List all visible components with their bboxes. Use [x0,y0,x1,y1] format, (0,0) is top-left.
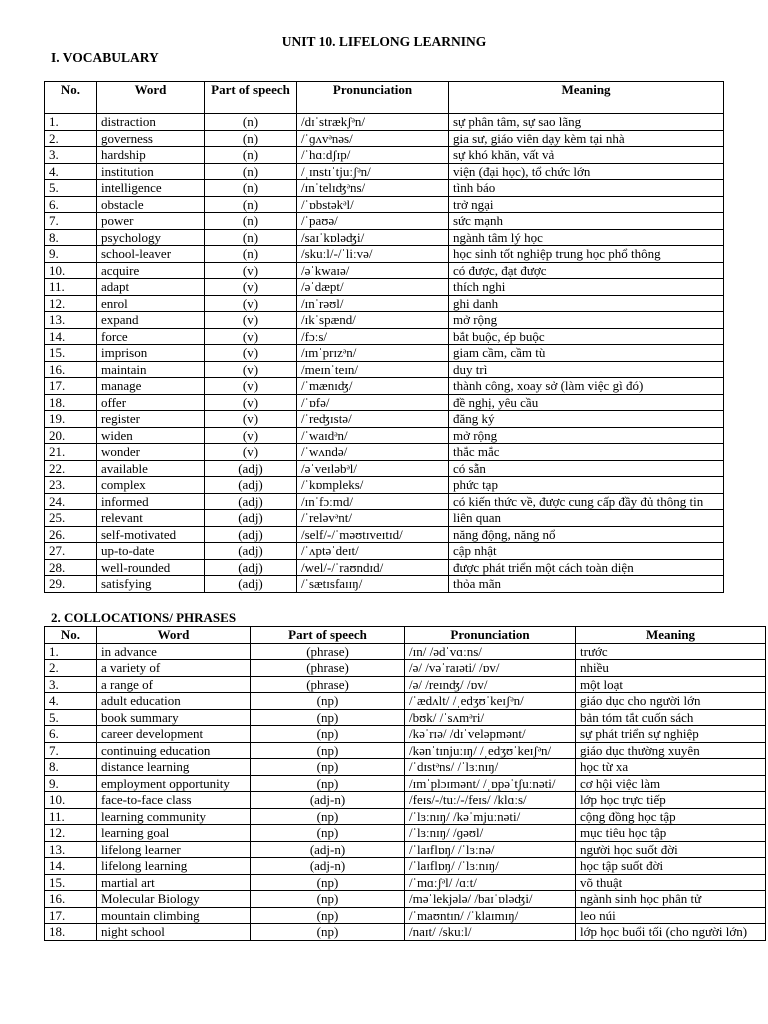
collo-cell-meaning: giáo dục cho người lớn [576,693,766,710]
collo-row [45,660,766,677]
vocab-row [45,130,724,147]
vocab-cell-word: acquire [97,262,205,279]
vocab-cell-word: relevant [97,510,205,527]
vocab-cell-number: 9. [45,246,97,263]
vocab-cell-part-of-speech: (n) [205,114,297,131]
vocab-cell-pronunciation: /ˈreləvᵊnt/ [297,510,449,527]
collo-cell-part-of-speech: (phrase) [251,676,405,693]
vocab-cell-pronunciation: /skuːl/-/ˈliːvə/ [297,246,449,263]
vocab-cell-meaning: đăng ký [449,411,724,428]
collo-cell-meaning: ngành sinh học phân tử [576,891,766,908]
collo-cell-number: 18. [45,924,97,941]
collo-cell-part-of-speech: (adj-n) [251,858,405,875]
collo-cell-word: distance learning [97,759,251,776]
vocab-cell-pronunciation: /ˈwʌndə/ [297,444,449,461]
collo-cell-meaning: trước [576,643,766,660]
vocab-cell-part-of-speech: (n) [205,246,297,263]
vocab-cell-pronunciation: /ˌɪnstɪˈtjuːʃᵊn/ [297,163,449,180]
collo-cell-pronunciation: /ɪn/ /ədˈvɑːns/ [405,643,576,660]
vocab-row [45,559,724,576]
collo-cell-word: adult education [97,693,251,710]
vocab-cell-meaning: trở ngại [449,196,724,213]
vocab-header-cell: Meaning [449,82,724,114]
collo-cell-number: 16. [45,891,97,908]
vocab-row [45,477,724,494]
vocab-cell-pronunciation: /meɪnˈteɪn/ [297,361,449,378]
collo-cell-number: 5. [45,709,97,726]
collo-cell-pronunciation: /ˈdɪstᵊns/ /ˈlɜːnɪŋ/ [405,759,576,776]
vocab-cell-part-of-speech: (v) [205,378,297,395]
vocab-cell-pronunciation: /ˈɒbstəkᵊl/ [297,196,449,213]
vocab-cell-number: 8. [45,229,97,246]
collo-cell-number: 12. [45,825,97,842]
vocab-cell-meaning: ghi danh [449,295,724,312]
collo-cell-meaning: một loạt [576,676,766,693]
vocab-cell-part-of-speech: (adj) [205,543,297,560]
vocab-row [45,312,724,329]
vocab-header-cell: Part of speech [205,82,297,114]
vocab-cell-word: widen [97,427,205,444]
collo-cell-meaning: võ thuật [576,874,766,891]
vocab-row [45,279,724,296]
vocab-cell-word: satisfying [97,576,205,593]
vocab-cell-word: school-leaver [97,246,205,263]
vocab-cell-word: enrol [97,295,205,312]
vocab-cell-meaning: phức tạp [449,477,724,494]
vocab-cell-meaning: bắt buộc, ép buộc [449,328,724,345]
vocab-cell-meaning: mở rộng [449,312,724,329]
vocab-cell-meaning: tình báo [449,180,724,197]
vocab-cell-part-of-speech: (adj) [205,493,297,510]
vocab-cell-meaning: ngành tâm lý học [449,229,724,246]
vocab-row [45,196,724,213]
vocab-cell-meaning: giam cầm, cầm tù [449,345,724,362]
vocab-cell-part-of-speech: (v) [205,427,297,444]
vocab-cell-part-of-speech: (v) [205,361,297,378]
collo-cell-word: night school [97,924,251,941]
vocab-cell-number: 14. [45,328,97,345]
vocab-cell-number: 3. [45,147,97,164]
vocab-cell-pronunciation: /əˈveɪləbᵊl/ [297,460,449,477]
vocab-cell-meaning: được phát triển một cách toàn diện [449,559,724,576]
vocab-cell-meaning: mở rộng [449,427,724,444]
vocab-cell-meaning: sự phân tâm, sự sao lãng [449,114,724,131]
collo-cell-number: 2. [45,660,97,677]
section-heading-vocabulary: I. VOCABULARY [51,50,159,65]
vocab-cell-word: intelligence [97,180,205,197]
vocab-cell-number: 21. [45,444,97,461]
vocab-cell-part-of-speech: (n) [205,229,297,246]
collo-row [45,775,766,792]
collo-cell-word: lifelong learning [97,858,251,875]
collo-row [45,759,766,776]
collo-cell-meaning: lớp học buổi tối (cho người lớn) [576,924,766,941]
collo-cell-number: 9. [45,775,97,792]
vocab-cell-meaning: thích nghi [449,279,724,296]
collo-cell-part-of-speech: (np) [251,775,405,792]
vocab-cell-number: 17. [45,378,97,395]
collo-cell-word: face-to-face class [97,792,251,809]
vocab-cell-pronunciation: /ˈɡʌvᵊnəs/ [297,130,449,147]
vocab-cell-meaning: học sinh tốt nghiệp trung học phổ thông [449,246,724,263]
collo-cell-part-of-speech: (np) [251,825,405,842]
vocab-cell-meaning: liên quan [449,510,724,527]
vocab-cell-pronunciation: /fɔːs/ [297,328,449,345]
collo-cell-pronunciation: /bʊk/ /ˈsʌmᵊri/ [405,709,576,726]
vocab-cell-word: expand [97,312,205,329]
vocab-cell-word: institution [97,163,205,180]
vocab-row [45,147,724,164]
collo-cell-pronunciation: /ˈlaɪflɒŋ/ /ˈlɜːnɪŋ/ [405,858,576,875]
collo-cell-number: 1. [45,643,97,660]
vocab-cell-part-of-speech: (adj) [205,526,297,543]
vocab-cell-meaning: thành công, xoay sở (làm việc gì đó) [449,378,724,395]
collo-cell-word: martial art [97,874,251,891]
collo-cell-word: learning community [97,808,251,825]
vocab-row [45,163,724,180]
collo-cell-number: 3. [45,676,97,693]
vocab-cell-number: 7. [45,213,97,230]
vocab-cell-meaning: đề nghị, yêu cầu [449,394,724,411]
vocab-cell-number: 22. [45,460,97,477]
collo-cell-number: 15. [45,874,97,891]
vocab-row [45,229,724,246]
collo-row [45,808,766,825]
collo-row [45,907,766,924]
vocab-cell-word: wonder [97,444,205,461]
vocab-header-cell: Word [97,82,205,114]
vocab-cell-number: 28. [45,559,97,576]
vocab-cell-meaning: cập nhật [449,543,724,560]
vocab-cell-word: well-rounded [97,559,205,576]
collo-cell-word: book summary [97,709,251,726]
collo-cell-pronunciation: /ˈmɑːʃᵊl/ /ɑːt/ [405,874,576,891]
collo-cell-part-of-speech: (adj-n) [251,841,405,858]
collo-cell-meaning: giáo dục thường xuyên [576,742,766,759]
collo-row [45,742,766,759]
vocab-cell-pronunciation: /ˈʌptəˈdeɪt/ [297,543,449,560]
vocab-row [45,576,724,593]
collo-cell-meaning: học tập suốt đời [576,858,766,875]
collo-cell-part-of-speech: (np) [251,759,405,776]
collo-row [45,676,766,693]
collo-cell-pronunciation: /naɪt/ /skuːl/ [405,924,576,941]
collo-cell-word: a range of [97,676,251,693]
collo-row [45,858,766,875]
collo-cell-meaning: mục tiêu học tập [576,825,766,842]
collo-cell-part-of-speech: (np) [251,924,405,941]
vocab-cell-pronunciation: /ɪnˈtelɪʤᵊns/ [297,180,449,197]
vocab-cell-meaning: gia sư, giáo viên dạy kèm tại nhà [449,130,724,147]
vocab-cell-word: distraction [97,114,205,131]
vocab-cell-pronunciation: /saɪˈkɒləʤi/ [297,229,449,246]
collo-row [45,792,766,809]
collocations-table-header [45,627,766,644]
vocab-cell-number: 15. [45,345,97,362]
collo-cell-pronunciation: /ˈlɜːnɪŋ/ /ɡəʊl/ [405,825,576,842]
collo-row [45,693,766,710]
vocab-cell-number: 20. [45,427,97,444]
vocab-cell-pronunciation: /ˈwaɪdᵊn/ [297,427,449,444]
vocab-cell-number: 10. [45,262,97,279]
vocab-cell-pronunciation: /ɪkˈspænd/ [297,312,449,329]
vocab-cell-part-of-speech: (n) [205,213,297,230]
vocab-cell-number: 4. [45,163,97,180]
vocab-row [45,114,724,131]
collo-cell-number: 8. [45,759,97,776]
vocab-cell-word: obstacle [97,196,205,213]
vocab-cell-word: available [97,460,205,477]
vocab-cell-pronunciation: /ɪmˈprɪzᵊn/ [297,345,449,362]
vocab-cell-word: power [97,213,205,230]
vocab-cell-pronunciation: /ˈsætɪsfaɪɪŋ/ [297,576,449,593]
collo-cell-word: continuing education [97,742,251,759]
collo-row [45,709,766,726]
vocab-cell-number: 13. [45,312,97,329]
vocab-cell-part-of-speech: (v) [205,345,297,362]
vocab-cell-part-of-speech: (adj) [205,559,297,576]
collo-cell-part-of-speech: (phrase) [251,660,405,677]
vocab-row [45,361,724,378]
vocab-cell-pronunciation: /ɪnˈrəʊl/ [297,295,449,312]
vocab-cell-part-of-speech: (v) [205,328,297,345]
collo-cell-word: lifelong learner [97,841,251,858]
vocab-cell-number: 23. [45,477,97,494]
vocab-cell-pronunciation: /dɪˈstrækʃᵊn/ [297,114,449,131]
collo-cell-number: 10. [45,792,97,809]
vocab-row [45,493,724,510]
collo-header-cell: Word [97,627,251,644]
vocab-cell-pronunciation: /ˈhɑːdʃɪp/ [297,147,449,164]
vocab-cell-part-of-speech: (n) [205,163,297,180]
vocab-header-cell: Pronunciation [297,82,449,114]
vocab-cell-word: governess [97,130,205,147]
vocab-cell-meaning: có sẵn [449,460,724,477]
collo-cell-pronunciation: /ˈædʌlt/ /ˌedʒʊˈkeɪʃᵊn/ [405,693,576,710]
vocab-row [45,510,724,527]
vocab-cell-word: maintain [97,361,205,378]
collo-cell-meaning: bản tóm tắt cuốn sách [576,709,766,726]
vocab-cell-meaning: viện (đại học), tổ chức lớn [449,163,724,180]
vocab-row [45,246,724,263]
collo-cell-word: mountain climbing [97,907,251,924]
vocab-cell-pronunciation: /ˈreʤɪstə/ [297,411,449,428]
vocab-cell-number: 19. [45,411,97,428]
vocab-cell-part-of-speech: (v) [205,411,297,428]
collo-cell-meaning: học từ xa [576,759,766,776]
collo-header-cell: Pronunciation [405,627,576,644]
collo-cell-pronunciation: /ˈlaɪflɒŋ/ /ˈlɜːnə/ [405,841,576,858]
collo-row [45,825,766,842]
vocab-cell-part-of-speech: (n) [205,147,297,164]
collo-cell-word: employment opportunity [97,775,251,792]
vocab-cell-meaning: sự khó khăn, vất vả [449,147,724,164]
collo-cell-word: learning goal [97,825,251,842]
collo-cell-part-of-speech: (phrase) [251,643,405,660]
vocab-cell-part-of-speech: (n) [205,130,297,147]
vocab-cell-meaning: có kiến thức về, được cung cấp đầy đủ thông tin [449,493,724,510]
vocab-cell-part-of-speech: (n) [205,180,297,197]
collo-cell-part-of-speech: (np) [251,742,405,759]
vocab-cell-pronunciation: /ˈkɒmpleks/ [297,477,449,494]
vocab-cell-part-of-speech: (adj) [205,510,297,527]
collo-cell-part-of-speech: (np) [251,907,405,924]
vocab-cell-number: 5. [45,180,97,197]
collo-cell-number: 14. [45,858,97,875]
vocab-cell-part-of-speech: (v) [205,279,297,296]
vocab-cell-word: manage [97,378,205,395]
collo-cell-part-of-speech: (np) [251,693,405,710]
collo-cell-part-of-speech: (np) [251,808,405,825]
vocab-cell-meaning: duy trì [449,361,724,378]
vocab-cell-meaning: thỏa mãn [449,576,724,593]
vocab-cell-word: complex [97,477,205,494]
vocabulary-table [44,81,724,593]
vocab-cell-number: 11. [45,279,97,296]
collo-cell-number: 11. [45,808,97,825]
vocab-cell-part-of-speech: (v) [205,444,297,461]
collo-cell-meaning: cơ hội việc làm [576,775,766,792]
collo-row [45,643,766,660]
vocab-cell-pronunciation: /ˈɒfə/ [297,394,449,411]
vocab-cell-number: 27. [45,543,97,560]
vocab-cell-word: force [97,328,205,345]
collo-cell-pronunciation: /kəˈrɪə/ /dɪˈveləpmənt/ [405,726,576,743]
vocab-row [45,213,724,230]
collo-cell-pronunciation: /ˈlɜːnɪŋ/ /kəˈmjuːnəti/ [405,808,576,825]
collo-cell-word: Molecular Biology [97,891,251,908]
vocab-row [45,427,724,444]
collo-cell-part-of-speech: (adj-n) [251,792,405,809]
vocab-cell-part-of-speech: (v) [205,312,297,329]
vocab-cell-word: self-motivated [97,526,205,543]
vocab-cell-pronunciation: /əˈdæpt/ [297,279,449,296]
vocab-cell-word: informed [97,493,205,510]
vocab-row [45,262,724,279]
collo-cell-number: 7. [45,742,97,759]
collo-cell-number: 6. [45,726,97,743]
vocab-cell-number: 25. [45,510,97,527]
vocab-cell-meaning: thắc mắc [449,444,724,461]
page-title: UNIT 10. LIFELONG LEARNING [281,34,487,49]
vocab-cell-number: 6. [45,196,97,213]
collo-cell-pronunciation: /məˈlekjələ/ /baɪˈɒləʤi/ [405,891,576,908]
vocab-row [45,345,724,362]
vocab-cell-number: 29. [45,576,97,593]
collocations-table [44,626,766,941]
collo-cell-pronunciation: /ɪmˈplɔɪmənt/ /ˌɒpəˈtʃuːnəti/ [405,775,576,792]
vocab-row [45,180,724,197]
vocab-cell-number: 18. [45,394,97,411]
collo-cell-pronunciation: /feɪs/-/tuː/-/feɪs/ /klɑːs/ [405,792,576,809]
collo-cell-number: 4. [45,693,97,710]
collo-cell-pronunciation: /ə/ /vəˈraɪəti/ /ɒv/ [405,660,576,677]
collo-header-cell: Part of speech [251,627,405,644]
collo-cell-word: career development [97,726,251,743]
collo-header-cell: Meaning [576,627,766,644]
vocab-row [45,394,724,411]
vocab-cell-meaning: sức mạnh [449,213,724,230]
vocab-row [45,526,724,543]
vocab-cell-part-of-speech: (v) [205,295,297,312]
vocab-cell-pronunciation: /ɪnˈfɔːmd/ [297,493,449,510]
collo-cell-meaning: cộng đồng học tập [576,808,766,825]
collo-cell-number: 13. [45,841,97,858]
vocabulary-table-header [45,82,724,114]
collo-row [45,841,766,858]
collo-cell-part-of-speech: (np) [251,874,405,891]
collo-cell-meaning: sự phát triển sự nghiệp [576,726,766,743]
collo-row [45,891,766,908]
vocab-row [45,378,724,395]
vocab-cell-number: 24. [45,493,97,510]
collo-cell-pronunciation: /kənˈtɪnjuːɪŋ/ /ˌedʒʊˈkeɪʃᵊn/ [405,742,576,759]
vocab-cell-pronunciation: /ˈpaʊə/ [297,213,449,230]
vocab-cell-pronunciation: /wel/-/ˈraʊndɪd/ [297,559,449,576]
collo-cell-number: 17. [45,907,97,924]
vocab-row [45,543,724,560]
collo-cell-pronunciation: /ə/ /reɪnʤ/ /ɒv/ [405,676,576,693]
vocab-cell-number: 16. [45,361,97,378]
vocab-cell-word: offer [97,394,205,411]
vocab-cell-pronunciation: /self/-/ˈməʊtɪveɪtɪd/ [297,526,449,543]
collo-cell-meaning: người học suốt đời [576,841,766,858]
collo-cell-meaning: nhiều [576,660,766,677]
vocab-cell-part-of-speech: (adj) [205,460,297,477]
vocab-cell-part-of-speech: (v) [205,262,297,279]
vocab-cell-part-of-speech: (v) [205,394,297,411]
collo-row [45,726,766,743]
vocab-cell-word: adapt [97,279,205,296]
vocab-cell-pronunciation: /ˈmænɪʤ/ [297,378,449,395]
vocab-cell-meaning: năng động, năng nổ [449,526,724,543]
vocab-cell-word: imprison [97,345,205,362]
vocab-cell-part-of-speech: (n) [205,196,297,213]
section-heading-collocations: 2. COLLOCATIONS/ PHRASES [51,610,237,625]
collo-row [45,924,766,941]
collo-cell-word: in advance [97,643,251,660]
vocab-row [45,411,724,428]
vocab-row [45,295,724,312]
collo-header-cell: No. [45,627,97,644]
vocab-cell-word: up-to-date [97,543,205,560]
vocab-cell-number: 26. [45,526,97,543]
collo-cell-part-of-speech: (np) [251,709,405,726]
vocab-cell-part-of-speech: (adj) [205,477,297,494]
vocab-cell-word: psychology [97,229,205,246]
collo-cell-part-of-speech: (np) [251,891,405,908]
vocab-header-cell: No. [45,82,97,114]
collo-row [45,874,766,891]
vocab-row [45,444,724,461]
collo-cell-word: a variety of [97,660,251,677]
collo-cell-pronunciation: /ˈmaʊntɪn/ /ˈklaɪmɪŋ/ [405,907,576,924]
collo-cell-part-of-speech: (np) [251,726,405,743]
vocab-cell-number: 2. [45,130,97,147]
vocab-cell-part-of-speech: (adj) [205,576,297,593]
vocab-cell-meaning: có được, đạt được [449,262,724,279]
vocab-cell-word: register [97,411,205,428]
vocab-cell-word: hardship [97,147,205,164]
vocab-cell-number: 12. [45,295,97,312]
collo-cell-meaning: leo núi [576,907,766,924]
vocab-row [45,460,724,477]
collo-cell-meaning: lớp học trực tiếp [576,792,766,809]
vocab-cell-number: 1. [45,114,97,131]
vocab-row [45,328,724,345]
vocab-cell-pronunciation: /əˈkwaɪə/ [297,262,449,279]
